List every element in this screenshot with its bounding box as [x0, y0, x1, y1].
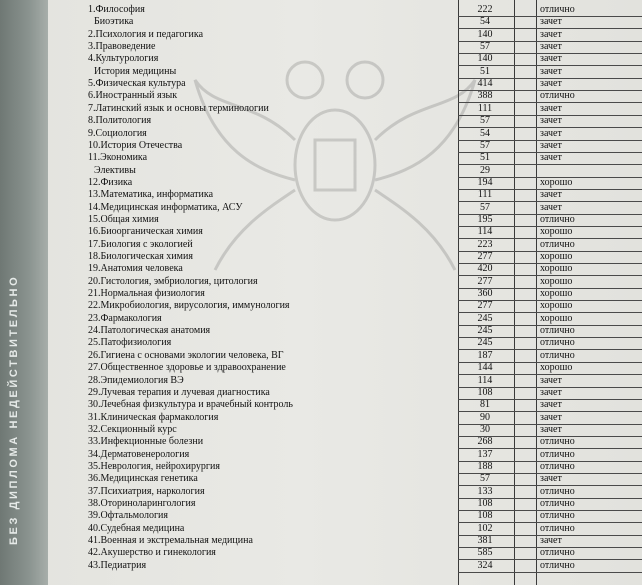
grade-value: зачет [540, 53, 562, 65]
subject-name: 24.Патологическая анатомия [88, 325, 211, 337]
table-row [48, 387, 642, 399]
subject-name: 18.Биологическая химия [88, 251, 193, 262]
hours-value: 360 [477, 288, 493, 300]
grade-value: зачет [540, 374, 562, 386]
grade-value: отлично [540, 559, 575, 571]
grade-value: зачет [540, 65, 562, 77]
table-row [48, 510, 642, 522]
grade-value: хорошо [540, 312, 573, 324]
grade-value: зачет [540, 535, 562, 547]
hours-value: 140 [477, 28, 493, 40]
grade-value: зачет [540, 399, 562, 411]
hours-value: 57 [480, 139, 490, 151]
subject-name: 27.Общественное здоровье и здравоохранение [88, 362, 286, 374]
hours-value: 195 [477, 213, 493, 225]
grade-value: зачет [540, 201, 562, 213]
hours-value: 29 [480, 164, 490, 176]
hours-value: 245 [477, 337, 493, 349]
subject-name: 32.Секционный курс [88, 423, 177, 435]
grade-value: зачет [540, 102, 562, 114]
security-strip [0, 0, 48, 585]
subject-name: 16.Биоорганическая химия [88, 226, 203, 238]
hours-value: 111 [477, 102, 493, 114]
hours-value: 57 [480, 115, 490, 127]
hours-value: 51 [480, 65, 490, 77]
grade-value: отлично [540, 4, 575, 15]
table-row [48, 313, 642, 325]
table-row [48, 189, 642, 201]
table-row [48, 165, 642, 177]
hours-value: 54 [480, 16, 490, 28]
table-row [48, 103, 642, 115]
grade-value: отлично [540, 460, 575, 472]
hours-value: 51 [480, 152, 490, 164]
subject-name: 9.Социология [88, 127, 147, 139]
subject-name: 6.Иностранный язык [88, 90, 178, 102]
table-row [48, 251, 642, 263]
table-row [48, 473, 642, 485]
grade-value: отлично [540, 238, 575, 250]
table-row [48, 350, 642, 362]
hours-value: 277 [477, 300, 493, 312]
grade-value: отлично [540, 547, 575, 559]
table-row [48, 90, 642, 102]
grade-value: зачет [540, 423, 562, 435]
subject-name: 15.Общая химия [88, 213, 159, 225]
grade-value: зачет [540, 152, 562, 164]
subject-name: 25.Патофизиология [88, 337, 172, 349]
subject-name: 7.Латинский язык и основы терминологии [88, 102, 269, 114]
subject-name: 3.Правоведение [88, 41, 156, 53]
table-row [48, 547, 642, 559]
hours-value: 388 [477, 90, 493, 102]
subject-name: 23.Фармакология [88, 312, 162, 324]
subject-name: 34.Дерматовенерология [88, 448, 190, 460]
subject-name: 36.Медицинская генетика [88, 473, 198, 485]
table-row [48, 560, 642, 572]
hours-value: 414 [477, 78, 493, 90]
hours-value: 108 [477, 386, 493, 398]
table-row [48, 535, 642, 547]
grades-table [48, 0, 642, 585]
subject-name: Биоэтика [94, 16, 134, 28]
table-row [48, 399, 642, 411]
subject-name: 21.Нормальная физиология [88, 288, 205, 300]
hours-value: 324 [477, 559, 493, 571]
subject-name: 12.Физика [88, 176, 133, 188]
subject-name: 10.История Отечества [88, 139, 183, 151]
grade-value: хорошо [540, 251, 573, 262]
hours-value: 381 [477, 535, 493, 547]
subject-name: 30.Лечебная физкультура и врачебный контроль [88, 399, 293, 411]
hours-value: 187 [477, 349, 493, 361]
grade-value: отлично [540, 213, 575, 225]
table-row [48, 16, 642, 28]
subject-name: 20.Гистология, эмбриология, цитология [88, 275, 258, 287]
subject-name: Элективы [94, 164, 136, 176]
subject-name: 14.Медицинская информатика, АСУ [88, 201, 243, 213]
grade-value: отлично [540, 349, 575, 361]
grade-value: зачет [540, 28, 562, 40]
grade-value: отлично [540, 498, 575, 509]
grade-value: хорошо [540, 275, 573, 287]
hours-value: 420 [477, 263, 493, 275]
subject-name: 11.Экономика [88, 152, 148, 164]
subject-name: 8.Политология [88, 115, 152, 127]
hours-value: 30 [480, 423, 490, 435]
grade-value: зачет [540, 41, 562, 53]
hours-value: 114 [477, 226, 493, 238]
subject-name: 4.Культурология [88, 53, 159, 65]
hours-value: 57 [480, 473, 490, 485]
table-row [48, 202, 642, 214]
hours-value: 54 [480, 127, 490, 139]
grade-value: отлично [540, 510, 575, 522]
subject-name: 43.Педиатрия [88, 559, 147, 571]
table-row [48, 226, 642, 238]
table-row [48, 41, 642, 53]
subject-name: 2.Психология и педагогика [88, 28, 204, 40]
grade-value: зачет [540, 115, 562, 127]
table-row [48, 523, 642, 535]
table-row [48, 276, 642, 288]
table-row [48, 263, 642, 275]
hours-value: 137 [477, 448, 493, 460]
table-row [48, 140, 642, 152]
subject-name: 39.Офтальмология [88, 510, 169, 522]
table-row [48, 436, 642, 448]
subject-name: 35.Неврология, нейрохирургия [88, 460, 220, 472]
subject-name: 28.Эпидемиология ВЭ [88, 374, 184, 386]
hours-value: 57 [480, 201, 490, 213]
hours-value: 277 [477, 251, 493, 262]
hours-value: 133 [477, 485, 493, 497]
table-row [48, 78, 642, 90]
subject-name: 13.Математика, информатика [88, 189, 214, 201]
table-row [48, 412, 642, 424]
table-row [48, 4, 642, 16]
hours-value: 111 [477, 189, 493, 201]
hours-value: 144 [477, 362, 493, 374]
table-row [48, 177, 642, 189]
table-row [48, 449, 642, 461]
hours-value: 108 [477, 510, 493, 522]
grade-value: хорошо [540, 362, 573, 374]
hours-value: 81 [480, 399, 490, 411]
subject-name: 19.Анатомия человека [88, 263, 183, 275]
table-row [48, 66, 642, 78]
table-row [48, 461, 642, 473]
hours-value: 108 [477, 498, 493, 509]
hours-value: 223 [477, 238, 493, 250]
subject-name: 29.Лучевая терапия и лучевая диагностика [88, 386, 270, 398]
table-row [48, 337, 642, 349]
grade-value: отлично [540, 448, 575, 460]
table-row [48, 325, 642, 337]
grade-value: зачет [540, 411, 562, 423]
table-row [48, 486, 642, 498]
table-row [48, 115, 642, 127]
hours-value: 245 [477, 312, 493, 324]
grade-value: зачет [540, 16, 562, 28]
grade-value: отлично [540, 90, 575, 102]
hours-value: 194 [477, 176, 493, 188]
subject-name: История медицины [94, 65, 177, 77]
hours-value: 140 [477, 53, 493, 65]
subject-name: 41.Военная и экстремальная медицина [88, 535, 253, 547]
table-row [48, 29, 642, 41]
hours-value: 277 [477, 275, 493, 287]
subject-name: 37.Психиатрия, наркология [88, 485, 205, 497]
table-row [48, 239, 642, 251]
grade-value: хорошо [540, 263, 573, 275]
grade-value: хорошо [540, 300, 573, 312]
table-row [48, 375, 642, 387]
grade-value: зачет [540, 386, 562, 398]
watermark-text: БЕЗ ДИПЛОМА НЕДЕЙСТВИТЕЛЬНО [8, 274, 20, 545]
subject-name: 22.Микробиология, вирусология, иммунология [88, 300, 290, 312]
subject-name: 17.Биология с экологией [88, 238, 193, 250]
grade-value: отлично [540, 485, 575, 497]
table-row [48, 300, 642, 312]
subject-name: 33.Инфекционные болезни [88, 436, 204, 448]
grade-value: хорошо [540, 226, 573, 238]
hours-value: 57 [480, 41, 490, 53]
grade-value: зачет [540, 189, 562, 201]
table-row [48, 498, 642, 510]
subject-name: 40.Судебная медицина [88, 522, 185, 534]
row-divider [458, 572, 642, 573]
hours-value: 245 [477, 325, 493, 337]
table-row [48, 53, 642, 65]
grade-value: зачет [540, 78, 562, 90]
table-row [48, 152, 642, 164]
subject-name: 42.Акушерство и гинекология [88, 547, 216, 559]
grade-value: отлично [540, 337, 575, 349]
hours-value: 585 [477, 547, 493, 559]
grade-value: зачет [540, 127, 562, 139]
table-row [48, 362, 642, 374]
grade-value: отлично [540, 325, 575, 337]
subject-name: 5.Физическая культура [88, 78, 186, 90]
hours-value: 188 [477, 460, 493, 472]
subject-name: 38.Оториноларингология [88, 498, 196, 509]
grade-value: зачет [540, 473, 562, 485]
hours-value: 268 [477, 436, 493, 448]
grade-value: отлично [540, 522, 575, 534]
table-row [48, 288, 642, 300]
hours-value: 222 [477, 4, 493, 15]
table-row [48, 424, 642, 436]
hours-value: 114 [477, 374, 493, 386]
table-row [48, 128, 642, 140]
hours-value: 90 [480, 411, 490, 423]
grade-value: зачет [540, 139, 562, 151]
table-row [48, 214, 642, 226]
hours-value: 102 [477, 522, 493, 534]
subject-name: 1.Философия [88, 4, 145, 15]
grade-value: хорошо [540, 288, 573, 300]
grade-value: хорошо [540, 176, 573, 188]
subject-name: 31.Клиническая фармакология [88, 411, 219, 423]
grade-value: отлично [540, 436, 575, 448]
subject-name: 26.Гигиена с основами экологии человека, ВГ [88, 349, 284, 361]
